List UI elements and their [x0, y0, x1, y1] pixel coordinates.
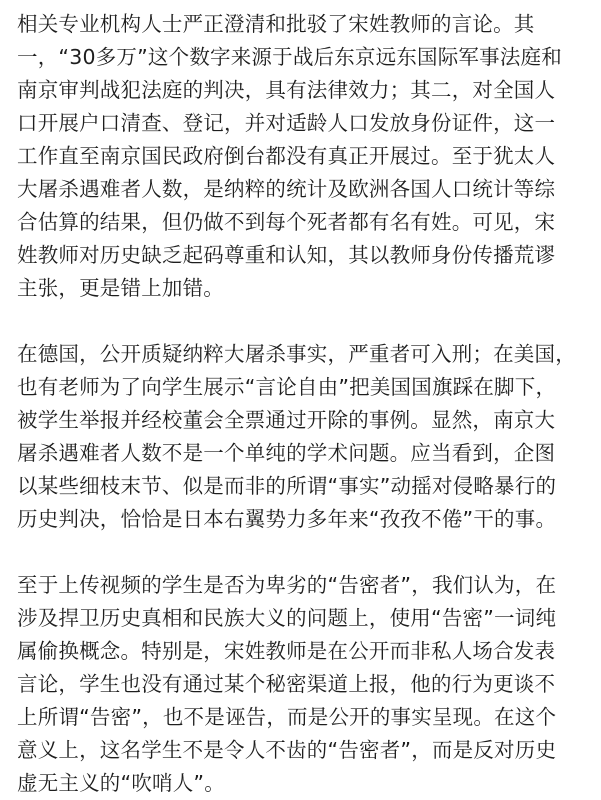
text-line: 口开展户口清查、登记，并对适龄人口发放身份证件，这一: [17, 111, 556, 135]
text-line: 虚无主义的“吹哨人”。: [17, 771, 225, 795]
text-line: 属偷换概念。特别是，宋姓教师是在公开而非私人场合发表: [17, 639, 556, 663]
text-line: 也有老师为了向学生展示“言论自由”把美国国旗踩在脚下，: [17, 375, 557, 399]
paragraph-2: [17, 338, 589, 536]
text-line: 被学生举报并经校董会全票通过开除的事例。显然，南京大: [17, 408, 556, 432]
text-line: 南京审判战犯法庭的判决，具有法律效力；其二，对全国人: [17, 78, 556, 102]
text-line: 姓教师对历史缺乏起码尊重和认知，其以教师身份传播荒谬: [17, 243, 556, 267]
text-line: 历史判决，恰恰是日本右翼势力多年来“孜孜不倦”干的事。: [17, 507, 557, 531]
paragraph-spacer: [17, 536, 589, 569]
text-line: 意义上，这名学生不是令人不齿的“告密者”，而是反对历史: [17, 738, 557, 762]
text-line: 工作直至南京国民政府倒台都没有真正开展过。至于犹太人: [17, 144, 556, 168]
text-line: 主张，更是错上加错。: [17, 276, 224, 300]
text-line: 一，“30多万”这个数字来源于战后东京远东国际军事法庭和: [17, 45, 562, 69]
text-line: 言论，学生也没有通过某个秘密渠道上报，他的行为更谈不: [17, 672, 556, 696]
paragraph-3: [17, 569, 589, 800]
text-line: 上所谓“告密”，也不是诬告，而是公开的事实呈现。在这个: [17, 705, 557, 729]
text-line: 至于上传视频的学生是否为卑劣的“告密者”，我们认为，在: [17, 573, 557, 597]
text-line: 在德国，公开质疑纳粹大屠杀事实，严重者可入刑；在美国，: [17, 342, 576, 366]
text-line: 屠杀遇难者人数不是一个单纯的学术问题。应当看到，企图: [17, 441, 556, 465]
text-line: 相关专业机构人士严正澄清和批驳了宋姓教师的言论。其: [17, 12, 535, 36]
paragraph-1: [17, 8, 589, 305]
text-line: 大屠杀遇难者人数，是纳粹的统计及欧洲各国人口统计等综: [17, 177, 556, 201]
paragraph-spacer: [17, 305, 589, 338]
text-line: 涉及捍卫历史真相和民族大义的问题上，使用“告密”一词纯: [17, 606, 557, 630]
article-body: [17, 8, 589, 800]
text-line: 以某些细枝末节、似是而非的所谓“事实”动摇对侵略暴行的: [17, 474, 557, 498]
text-line: 合估算的结果，但仍做不到每个死者都有名有姓。可见，宋: [17, 210, 556, 234]
